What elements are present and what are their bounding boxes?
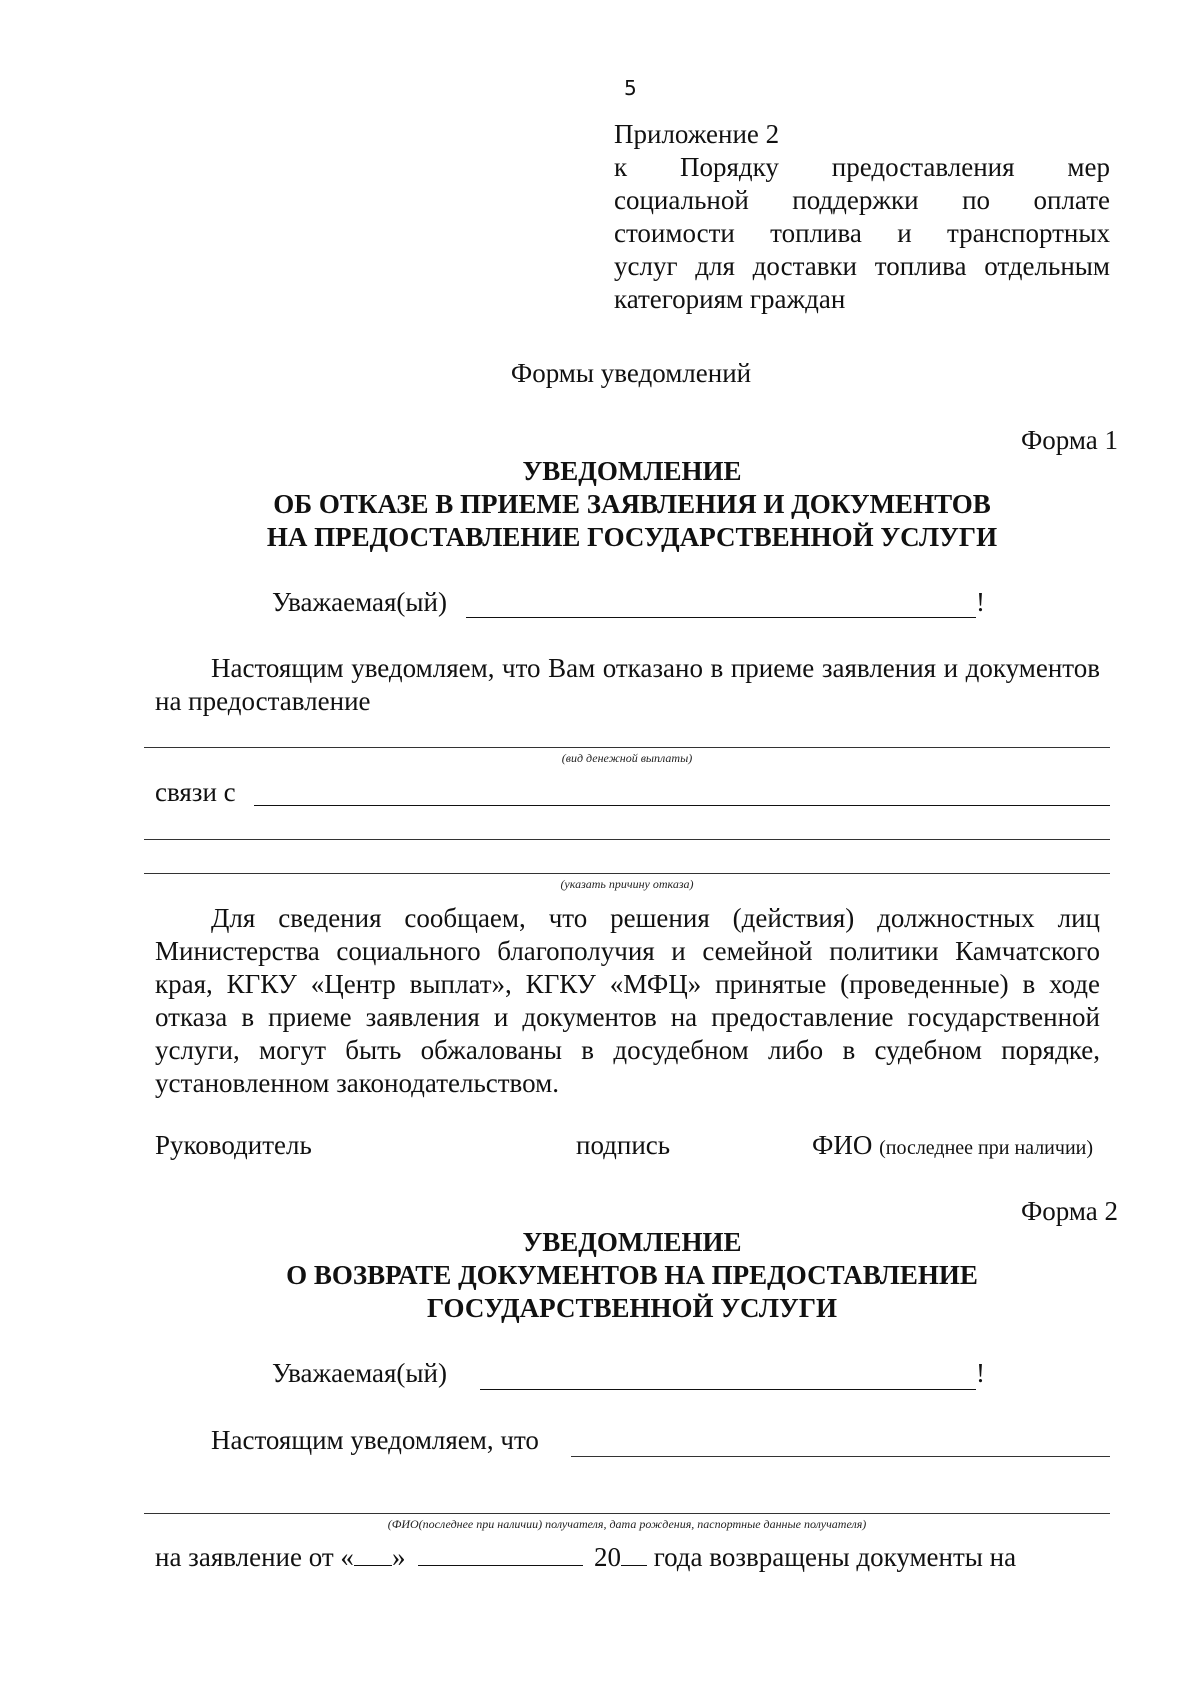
form2-title-line: ГОСУДАРСТВЕННОЙ УСЛУГИ bbox=[427, 1293, 837, 1323]
form1-sign-fio bbox=[812, 1129, 1093, 1165]
form1-reason-line bbox=[254, 805, 1110, 806]
appendix-title: Приложение 2 bbox=[614, 119, 780, 149]
appendix-line: к Порядку предоставления мер bbox=[614, 152, 1110, 182]
form1-title bbox=[0, 455, 1200, 554]
form1-sign-fio-note: (последнее при наличии) bbox=[879, 1137, 1094, 1159]
forms-title: Формы уведомлений bbox=[510, 358, 752, 388]
form1-appeal: Для сведения сообщаем, что решения (действия) должностных лиц Министерства социального благополучия и семейной политики Камчатского края, КГКУ «Центр выплат», КГКУ «МФЦ» принятые (проведенные) в ходе отказа в приеме заявления и документов на предоставление государственной услуги, могут быть обжалованы в досудебном либо в судебном порядке, установленном законодательством. bbox=[155, 903, 1100, 1098]
form1-reason-line-3 bbox=[144, 873, 1110, 874]
form1-payment-caption: (вид денежной выплаты) bbox=[561, 751, 693, 765]
form1-notice: Настоящим уведомляем, что Вам отказано в приеме заявления и документов на предоставление bbox=[155, 653, 1100, 716]
appendix-line: стоимости топлива и транспортных bbox=[614, 218, 1110, 248]
form2-application-suffix: года возвращены документы на bbox=[653, 1542, 1017, 1572]
appendix-line: социальной поддержки по оплате bbox=[614, 185, 1110, 215]
form2-year-blank bbox=[621, 1565, 647, 1566]
form1-greeting-end: ! bbox=[976, 587, 985, 617]
form2-application-year: 20 bbox=[593, 1542, 621, 1572]
appendix-line: услуг для доставки топлива отдельным bbox=[614, 251, 1110, 281]
form2-greeting: Уважаемая(ый) bbox=[272, 1358, 447, 1388]
form1-title-line: УВЕДОМЛЕНИЕ bbox=[522, 456, 742, 486]
form2-title-line: УВЕДОМЛЕНИЕ bbox=[522, 1227, 742, 1257]
form1-title-line: НА ПРЕДОСТАВЛЕНИЕ ГОСУДАРСТВЕННОЙ УСЛУГИ bbox=[266, 522, 998, 552]
form1-reason-prefix: связи с bbox=[155, 777, 236, 807]
form1-sign-signature: подпись bbox=[576, 1130, 671, 1160]
form1-title-line: ОБ ОТКАЗЕ В ПРИЕМЕ ЗАЯВЛЕНИЯ И ДОКУМЕНТОВ bbox=[273, 489, 991, 519]
form2-recipient-line bbox=[144, 1513, 1110, 1514]
form1-greeting-line bbox=[466, 617, 976, 618]
form1-reason-caption: (указать причину отказа) bbox=[560, 877, 694, 891]
form2-label: Форма 2 bbox=[1020, 1196, 1118, 1226]
form2-recipient-caption: (ФИО(последнее при наличии) получателя, дата рождения, паспортные данные получателя) bbox=[387, 1517, 867, 1531]
page-number: 5 bbox=[624, 76, 637, 100]
form1-reason-line-2 bbox=[144, 839, 1110, 840]
form2-greeting-line bbox=[480, 1389, 976, 1390]
form2-notice-line bbox=[571, 1456, 1110, 1457]
form2-application-row bbox=[155, 1541, 1016, 1574]
form1-greeting: Уважаемая(ый) bbox=[272, 587, 447, 617]
form1-sign-head: Руководитель bbox=[155, 1130, 312, 1160]
form2-title bbox=[0, 1226, 1200, 1325]
form1-payment-line bbox=[144, 747, 1110, 748]
form1-sign-fio-label: ФИО bbox=[812, 1130, 873, 1160]
form2-day-blank bbox=[354, 1565, 392, 1566]
form2-application-quote-close: » bbox=[391, 1542, 406, 1572]
form2-notice-prefix: Настоящим уведомляем, что bbox=[211, 1425, 539, 1455]
form2-title-line: О ВОЗВРАТЕ ДОКУМЕНТОВ НА ПРЕДОСТАВЛЕНИЕ bbox=[286, 1260, 978, 1290]
form1-label: Форма 1 bbox=[1020, 425, 1118, 455]
appendix-line: категориям граждан bbox=[614, 284, 846, 314]
form2-application-prefix: на заявление от « bbox=[155, 1542, 354, 1572]
form2-month-blank bbox=[418, 1565, 583, 1566]
form2-greeting-end: ! bbox=[976, 1358, 985, 1388]
appendix-block bbox=[614, 118, 1110, 316]
